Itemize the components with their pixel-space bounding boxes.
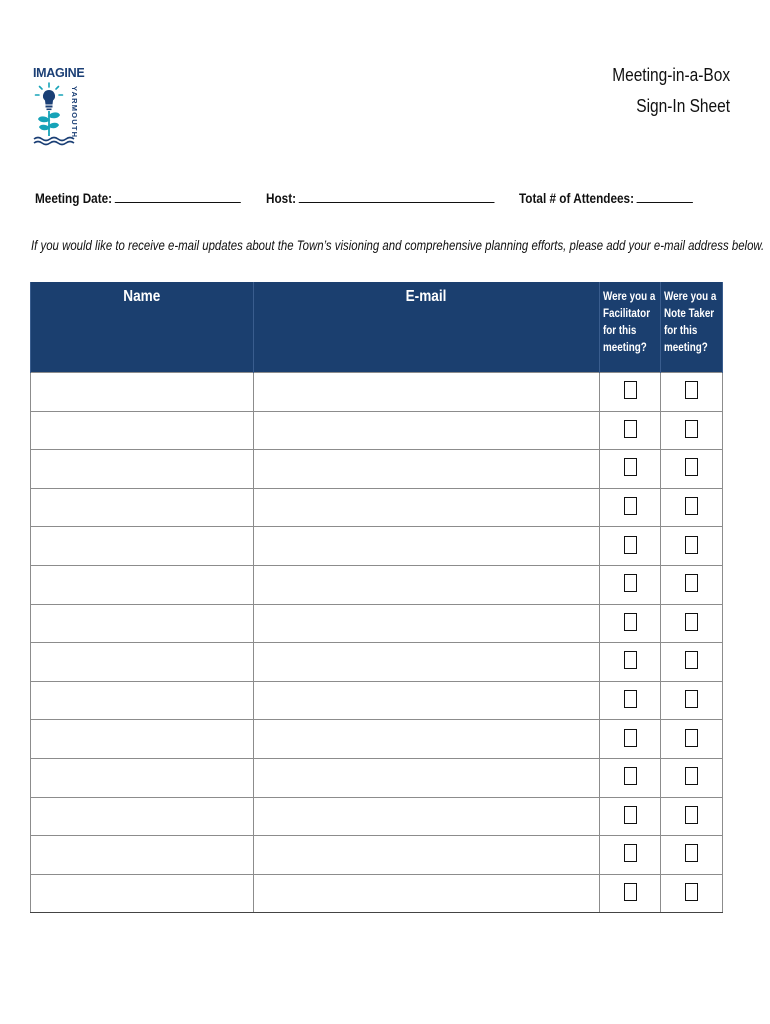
header-name: Name: [31, 282, 254, 373]
host-label: Host:: [266, 190, 297, 206]
facilitator-checkbox[interactable]: [624, 536, 637, 554]
note-taker-checkbox[interactable]: [685, 613, 698, 631]
facilitator-cell: [600, 720, 661, 759]
note-taker-checkbox[interactable]: [685, 767, 698, 785]
facilitator-checkbox[interactable]: [624, 690, 637, 708]
header-email: E-mail: [254, 282, 600, 373]
name-cell[interactable]: [31, 874, 254, 913]
note-taker-cell: [661, 565, 723, 604]
facilitator-cell: [600, 565, 661, 604]
email-cell[interactable]: [254, 373, 600, 412]
facilitator-cell: [600, 874, 661, 913]
table-row: [31, 758, 723, 797]
note-taker-checkbox[interactable]: [685, 536, 698, 554]
email-cell[interactable]: [254, 527, 600, 566]
facilitator-checkbox[interactable]: [624, 844, 637, 862]
note-taker-cell: [661, 681, 723, 720]
title-line-2: Sign-In Sheet: [636, 96, 730, 116]
waves-icon: [34, 138, 74, 145]
note-taker-checkbox[interactable]: [685, 844, 698, 862]
table-header-row: [31, 282, 723, 373]
email-cell[interactable]: [254, 411, 600, 450]
email-cell[interactable]: [254, 758, 600, 797]
name-cell[interactable]: [31, 411, 254, 450]
note-taker-cell: [661, 373, 723, 412]
name-cell[interactable]: [31, 797, 254, 836]
email-cell[interactable]: [254, 681, 600, 720]
table-row: [31, 836, 723, 875]
title-line-1: Meeting-in-a-Box: [612, 65, 730, 85]
attendees-blank[interactable]: [637, 188, 693, 203]
email-cell[interactable]: [254, 797, 600, 836]
table-row: [31, 450, 723, 489]
note-taker-checkbox[interactable]: [685, 651, 698, 669]
facilitator-cell: [600, 643, 661, 682]
facilitator-checkbox[interactable]: [624, 458, 637, 476]
email-cell[interactable]: [254, 565, 600, 604]
email-cell[interactable]: [254, 450, 600, 489]
table-row: [31, 643, 723, 682]
facilitator-cell: [600, 527, 661, 566]
facilitator-checkbox[interactable]: [624, 497, 637, 515]
facilitator-cell: [600, 488, 661, 527]
table-row: [31, 681, 723, 720]
table-row: [31, 488, 723, 527]
note-taker-cell: [661, 527, 723, 566]
facilitator-checkbox[interactable]: [624, 729, 637, 747]
facilitator-checkbox[interactable]: [624, 420, 637, 438]
name-cell[interactable]: [31, 720, 254, 759]
meeting-date-field: [35, 188, 241, 206]
document-title: [612, 60, 730, 122]
table-row: [31, 604, 723, 643]
host-field: [266, 188, 494, 206]
note-taker-checkbox[interactable]: [685, 883, 698, 901]
email-cell[interactable]: [254, 604, 600, 643]
note-taker-checkbox[interactable]: [685, 458, 698, 476]
note-taker-checkbox[interactable]: [685, 497, 698, 515]
note-taker-cell: [661, 797, 723, 836]
facilitator-checkbox[interactable]: [624, 651, 637, 669]
table-row: [31, 874, 723, 913]
facilitator-cell: [600, 411, 661, 450]
table-row: [31, 565, 723, 604]
name-cell[interactable]: [31, 527, 254, 566]
name-cell[interactable]: [31, 643, 254, 682]
name-cell[interactable]: [31, 450, 254, 489]
email-cell[interactable]: [254, 488, 600, 527]
note-taker-cell: [661, 758, 723, 797]
instruction-text: If you would like to receive e-mail updates about the Town’s visioning and comprehensive planning efforts, please add your e-mail address below.: [31, 237, 765, 253]
note-taker-cell: [661, 411, 723, 450]
logo-wordmark: IMAGINE: [33, 66, 85, 80]
meeting-date-blank[interactable]: [115, 188, 241, 203]
note-taker-cell: [661, 720, 723, 759]
host-blank[interactable]: [299, 188, 495, 203]
email-cell[interactable]: [254, 720, 600, 759]
facilitator-cell: [600, 797, 661, 836]
name-cell[interactable]: [31, 373, 254, 412]
table-row: [31, 411, 723, 450]
note-taker-checkbox[interactable]: [685, 574, 698, 592]
header-note-taker: Were you a Note Taker for this meeting?: [661, 282, 723, 373]
note-taker-checkbox[interactable]: [685, 420, 698, 438]
name-cell[interactable]: [31, 488, 254, 527]
facilitator-cell: [600, 681, 661, 720]
name-cell[interactable]: [31, 836, 254, 875]
table-row: [31, 527, 723, 566]
name-cell[interactable]: [31, 565, 254, 604]
name-cell[interactable]: [31, 681, 254, 720]
facilitator-cell: [600, 604, 661, 643]
facilitator-cell: [600, 450, 661, 489]
table-row: [31, 373, 723, 412]
email-cell[interactable]: [254, 874, 600, 913]
facilitator-checkbox[interactable]: [624, 767, 637, 785]
facilitator-cell: [600, 758, 661, 797]
note-taker-cell: [661, 643, 723, 682]
note-taker-checkbox[interactable]: [685, 690, 698, 708]
facilitator-checkbox[interactable]: [624, 381, 637, 399]
table-row: [31, 720, 723, 759]
facilitator-checkbox[interactable]: [624, 883, 637, 901]
name-cell[interactable]: [31, 758, 254, 797]
note-taker-cell: [661, 450, 723, 489]
note-taker-cell: [661, 836, 723, 875]
facilitator-cell: [600, 836, 661, 875]
facilitator-cell: [600, 373, 661, 412]
header-facilitator: Were you a Facilitator for this meeting?: [600, 282, 661, 373]
meeting-date-label: Meeting Date:: [35, 190, 113, 206]
meeting-info-row: [35, 188, 735, 212]
note-taker-cell: [661, 488, 723, 527]
facilitator-checkbox[interactable]: [624, 613, 637, 631]
facilitator-checkbox[interactable]: [624, 574, 637, 592]
note-taker-checkbox[interactable]: [685, 806, 698, 824]
note-taker-checkbox[interactable]: [685, 729, 698, 747]
note-taker-checkbox[interactable]: [685, 381, 698, 399]
logo-town-name: YARMOUTH: [70, 86, 79, 139]
sign-in-table: [30, 282, 723, 913]
note-taker-cell: [661, 604, 723, 643]
email-cell[interactable]: [254, 643, 600, 682]
attendees-field: [519, 188, 693, 206]
attendees-label: Total # of Attendees:: [519, 190, 635, 206]
table-row: [31, 797, 723, 836]
name-cell[interactable]: [31, 604, 254, 643]
email-cell[interactable]: [254, 836, 600, 875]
facilitator-checkbox[interactable]: [624, 806, 637, 824]
note-taker-cell: [661, 874, 723, 913]
